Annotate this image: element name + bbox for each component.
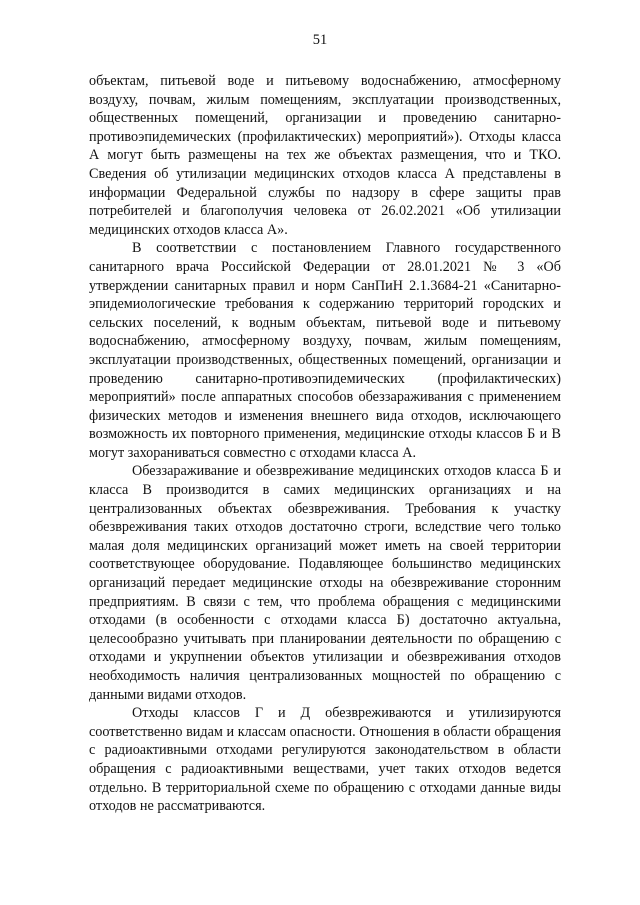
paragraph-classes-g-d: Отходы классов Г и Д обезвреживаются и утилизируются соответственно видам и классам опасности. Отношения в области обращения с радиоактивными отходами регулируются законодательством в области обращения с радиоактивными веществами, учет таких отходов ведется отдельно. В территориальной схеме по обращению с отходами данные виды отходов не рассматриваются.: [89, 705, 561, 815]
paragraph-continued: объектам, питьевой воде и питьевому водоснабжению, атмосферному воздуху, почвам, жилым помещениям, эксплуатации производственных, общественных помещений, организации и проведению санитарно-противоэпидемических (профилактических) мероприятий»). Отходы класса А могут быть размещены на тех же объектах размещения, что и ТКО. Сведения об утилизации медицинских отходов класса А представлены в информации Федеральной службы по надзору в сфере защиты прав потребителей и благополучия человека от 26.02.2021 «Об утилизации медицинских отходов класса А».: [89, 73, 561, 238]
document-body: [89, 72, 561, 816]
page-number: 51: [312, 32, 328, 48]
paragraph-sanpin-regulation: В соответствии с постановлением Главного государственного санитарного врача Российской Федерации от 28.01.2021 № 3 «Об утверждении санитарных правил и норм СанПиН 2.1.3684-21 «Санитарно-эпидемиологические требования к содержанию территорий городских и сельских поселений, к водным объектам, питьевой воде и питьевому водоснабжению, атмосферному воздуху, почвам, жилым помещениям, эксплуатации производственных, общественных помещений, организации и проведению санитарно-противоэпидемических (профилактических) мероприятий» после аппаратных способов обеззараживания с применением физических методов и изменения внешнего вида отходов, исключающего возможность их повторного применения, медицинские отходы классов Б и В могут захораниваться совместно с отходами класса А.: [89, 240, 561, 461]
paragraph-disinfection: Обеззараживание и обезвреживание медицинских отходов класса Б и класса В производится в самих медицинских организациях и на централизованных объектах обезвреживания. Требования к участку обезвреживания таких отходов достаточно строги, вследствие чего только малая доля медицинских организаций может иметь на своей территории соответствующее оборудование. Подавляющее большинство медицинских организаций передает медицинские отходы на обезвреживание сторонним предприятиям. В связи с тем, что проблема обращения с медицинскими отходами (в особенности с отходами класса Б) достаточно актуальна, целесообразно учитывать при планировании деятельности по обращению с отходами и укрупнении объектов утилизации и обезвреживания отходов необходимость наличия централизованных мощностей по обращению с данными видами отходов.: [89, 463, 561, 703]
